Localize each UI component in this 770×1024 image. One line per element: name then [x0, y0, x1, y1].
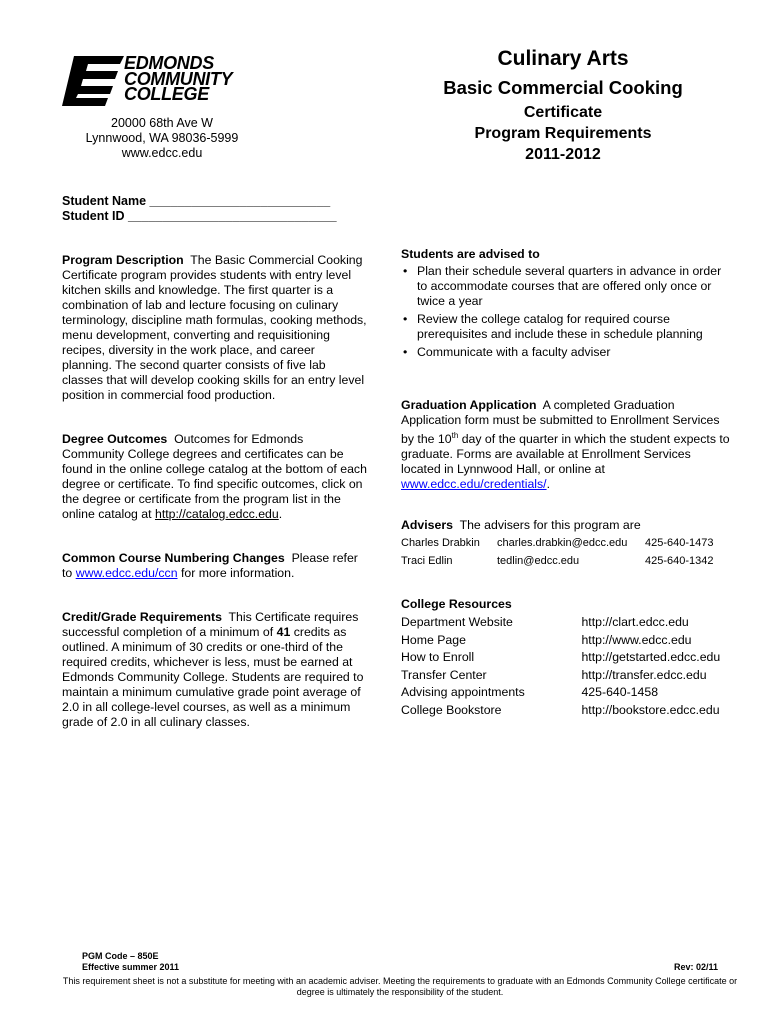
resource-label: Department Website [401, 615, 513, 629]
program-description-text: The Basic Commercial Cooking Certificate program provides students with entry level kitchen skills and knowledge. The first quarter is a combination of lab and lecture focusing on culinary terminology, discipline math formulas, cooking methods, menu development, converting and requisitioning recipes, diversity in the work place, and career planning. The second quarter consists of five lab classes that will develop cooking skills for an entry level position in commercial food production. [62, 253, 367, 402]
course-numbering [62, 551, 368, 581]
resource-value: http://bookstore.edcc.edu [581, 702, 720, 717]
college-logo [62, 53, 252, 108]
program-description-heading: Program Description [62, 253, 184, 267]
college-resources-heading: College Resources [401, 597, 512, 611]
resource-label: How to Enroll [401, 650, 475, 664]
academic-year: 2011-2012 [525, 146, 601, 163]
graduation-application-end: . [546, 477, 551, 492]
disclaimer: This requirement sheet is not a substitute for meeting with an academic adviser. Meeting the requirements to graduate with an Edmonds Community College certificate or degree is ultimately the responsibility of the student. [62, 976, 738, 997]
resource-label: Home Page [401, 632, 466, 647]
program-description [62, 253, 368, 403]
address-street: 20000 68th Ave W [111, 116, 213, 130]
document-type: Program Requirements [474, 125, 652, 142]
college-address [78, 116, 246, 161]
footer [82, 951, 718, 973]
resource-label: Transfer Center [401, 667, 487, 682]
resource-row [401, 702, 731, 720]
logo-line-1: EDMONDS [124, 53, 214, 73]
award-type: Certificate [523, 104, 603, 121]
students-advised [401, 247, 731, 363]
credentials-link[interactable]: www.edcc.edu/credentials/ [401, 477, 547, 492]
resource-value: http://www.edcc.edu [581, 632, 692, 647]
students-advised-heading: Students are advised to [401, 247, 540, 261]
resource-row [401, 684, 731, 702]
adviser-name: Traci Edlin [401, 555, 453, 567]
graduation-application-text-1: A completed Graduation Application form must be submitted to Enrollment Services by the 10 [401, 398, 720, 447]
revision-date: Rev: 02/11 [673, 962, 718, 972]
edmonds-e-logo-icon [62, 56, 124, 106]
resource-row [401, 614, 731, 632]
graduation-application-heading: Graduation Application [401, 398, 537, 412]
student-name-line: Student Name __________________________ [62, 194, 331, 208]
course-numbering-end: for more information. [180, 566, 295, 580]
ccn-link[interactable]: www.edcc.edu/ccn [75, 566, 178, 580]
advisers [401, 518, 731, 569]
advice-list [401, 264, 731, 360]
address-city: Lynnwood, WA 98036-5999 [85, 131, 239, 145]
catalog-link[interactable]: http://catalog.edcc.edu [154, 507, 279, 521]
resource-row [401, 632, 731, 650]
logo-line-2: COMMUNITY [124, 68, 233, 89]
adviser-email: tedlin@edcc.edu [497, 555, 580, 567]
logo-text [124, 53, 233, 104]
adviser-phone: 425-640-1473 [645, 537, 714, 549]
adviser-phone: 425-640-1342 [645, 555, 714, 567]
degree-outcomes-text: Outcomes for Edmonds Community College degrees and certificates can be found in the online college catalog at the bottom of each degree or certificate. To find specific outcomes, click on the degree or certificate from the program list in the online catalog at [62, 432, 367, 521]
resource-value: http://clart.edcc.edu [581, 615, 689, 629]
adviser-email: charles.drabkin@edcc.edu [497, 537, 628, 549]
student-info [62, 194, 337, 224]
resource-value: 425-640-1458 [581, 685, 659, 699]
credit-requirements [62, 610, 368, 730]
course-numbering-text: Please refer to [62, 551, 358, 580]
graduation-application [401, 398, 731, 492]
credit-count: 41 [276, 625, 291, 639]
resource-label: Advising appointments [401, 685, 525, 699]
college-resources [401, 597, 731, 719]
adviser-name: Charles Drabkin [401, 537, 480, 549]
advisers-heading: Advisers [401, 518, 453, 532]
program-code: PGM Code – 850E [82, 951, 159, 961]
adviser-row [401, 535, 731, 551]
address-website: www.edcc.edu [121, 146, 203, 160]
resource-value: http://transfer.edcc.edu [581, 667, 707, 682]
graduation-application-sup: th [451, 431, 459, 440]
effective-date: Effective summer 2011 [82, 962, 180, 972]
course-numbering-heading: Common Course Numbering Changes [62, 551, 285, 565]
advice-item: • Communicate with a faculty adviser [401, 345, 731, 360]
page-title: Culinary Arts [497, 47, 629, 70]
credit-requirements-heading: Credit/Grade Requirements [62, 610, 222, 624]
credit-requirements-text-1: This Certificate requires successful completion of a minimum of [62, 610, 359, 639]
resource-row [401, 667, 731, 685]
resource-row [401, 649, 731, 667]
logo-line-3: COLLEGE [124, 84, 209, 104]
advisers-intro: The advisers for this program are [459, 518, 641, 532]
degree-outcomes-heading: Degree Outcomes [62, 432, 168, 446]
advice-item: • Review the college catalog for required course prerequisites and include these in schedule planning [401, 312, 731, 342]
credit-requirements-text-2: credits as outlined. A minimum of 30 credits or one-third of the required credits, whichever is less, must be earned at Edmonds Community College. Students are required to maintain a minimum cumulative grade point average of 2.0 in all college-level courses, as well as a minimum grade of 2.0 in all culinary classes. [62, 625, 364, 729]
program-title: Basic Commercial Cooking [443, 77, 683, 98]
degree-outcomes [62, 432, 368, 522]
student-id-line: Student ID ______________________________ [62, 209, 337, 223]
advice-item: • Plan their schedule several quarters in advance in order to accommodate courses that are offered only once or twice a year [401, 264, 731, 309]
adviser-row [401, 553, 731, 569]
resource-label: College Bookstore [401, 702, 502, 717]
degree-outcomes-end: . [278, 507, 283, 521]
graduation-application-text-2: day of the quarter in which the student expects to graduate. Forms are available at Enrollment Services located in Lynnwood Hall, or online at [401, 432, 730, 477]
title-block [420, 46, 706, 165]
resource-value: http://getstarted.edcc.edu [581, 650, 721, 664]
